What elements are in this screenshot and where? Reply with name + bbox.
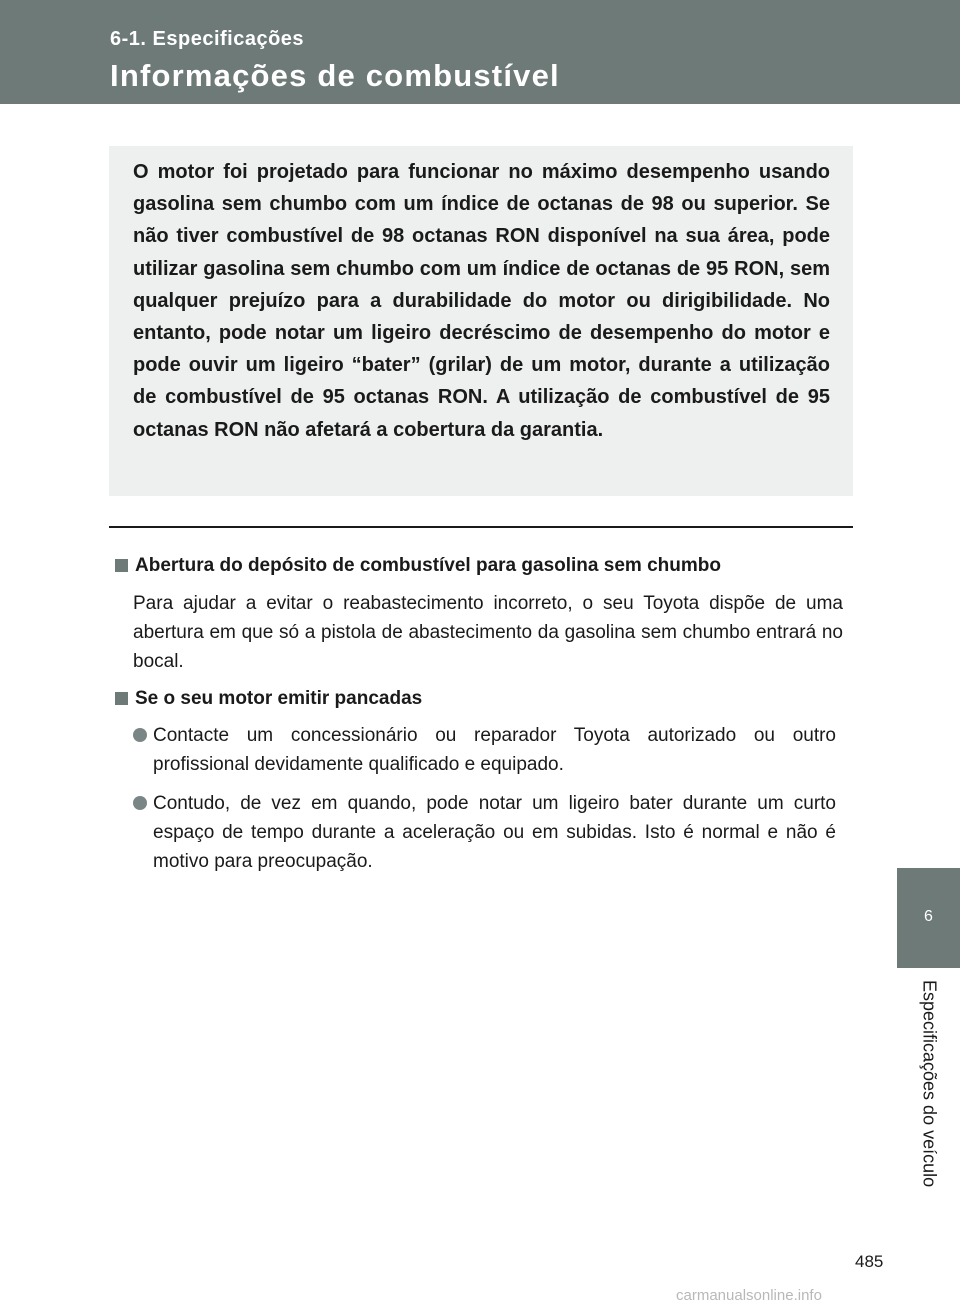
section-label: 6-1. Especificações xyxy=(110,28,305,50)
intro-text: O motor foi projetado para funcionar no máximo desempenho usando gasolina sem chumbo com um índice de octanas de 98 ou superior. Se não tiver combustível de 98 octanas RON disponível na sua área, pode utilizar gasolina sem chumbo com um índice de octanas de 95 RON, sem qualquer prejuízo para a durabilidade do motor ou dirigibilidade. No entanto, pode notar um ligeiro decréscimo de desempenho do motor e pode ouvir um ligeiro “bater” (grilar) de um motor, durante a utilização de combustível de 95 octanas RON. A utilização de combustível de 95 octanas RON não afetará a cobertura da garantia. xyxy=(133,161,830,441)
page-number: 485 xyxy=(855,1252,884,1271)
section-paragraph: Para ajudar a evitar o reabastecimento incorreto, o seu Toyota dispõe de uma abertura em que só a pistola de abastecimento da gasolina sem chumbo entrará no bocal. xyxy=(133,593,843,672)
section-heading-text: Se o seu motor emitir pancadas xyxy=(135,688,423,709)
chapter-tab[interactable] xyxy=(897,868,960,968)
list-item xyxy=(133,721,843,779)
section-heading-text: Abertura do depósito de combustível para gasolina sem chumbo xyxy=(135,555,721,576)
circle-bullet-icon xyxy=(133,728,147,742)
list-item xyxy=(133,789,843,876)
chapter-tab-label-text: Especificações do veículo xyxy=(919,980,939,1188)
chapter-tab-label xyxy=(897,980,960,1210)
section-heading-fuel-opening xyxy=(113,553,843,578)
circle-bullet-icon xyxy=(133,796,147,810)
list-item-text: Contudo, de vez em quando, pode notar um ligeiro bater durante um curto espaço de tempo durante a aceleração ou em subidas. Isto é normal e não é motivo para preocupação. xyxy=(153,793,836,872)
section-heading-knocking xyxy=(113,686,843,711)
main-content xyxy=(113,553,843,876)
intro-box xyxy=(109,146,853,496)
page-title: Informações de combustível xyxy=(110,58,560,93)
chapter-tab-number: 6 xyxy=(924,908,933,925)
chapter-header xyxy=(0,0,960,104)
list-item-text: Contacte um concessionário ou reparador Toyota autorizado ou outro profissional devidamente qualificado e equipado. xyxy=(153,725,836,775)
square-bullet-icon xyxy=(115,559,128,572)
watermark: carmanualsonline.info xyxy=(676,1287,822,1304)
square-bullet-icon xyxy=(115,692,128,705)
divider xyxy=(109,526,853,528)
